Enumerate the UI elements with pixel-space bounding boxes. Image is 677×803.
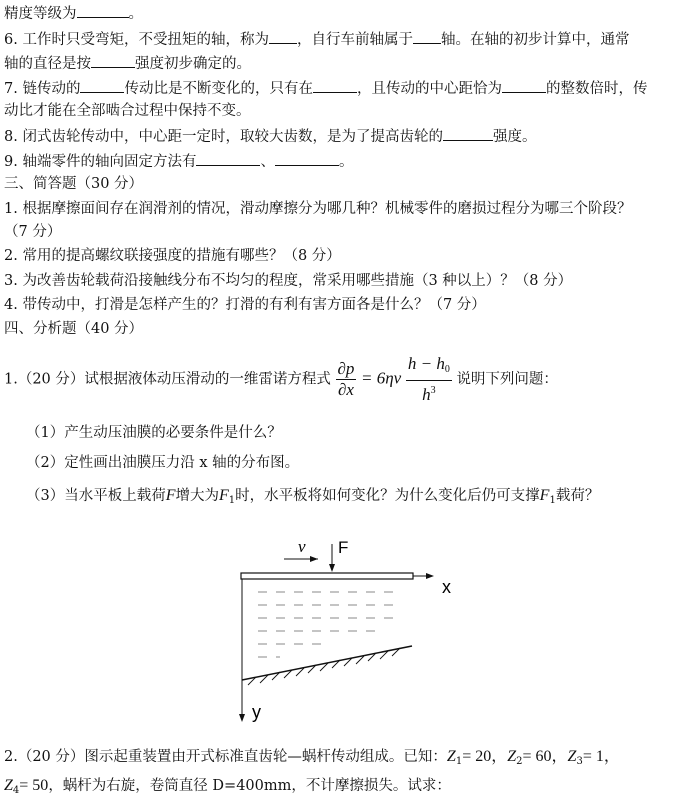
problem-1-stem bbox=[4, 354, 558, 405]
blank bbox=[269, 29, 297, 44]
x-axis-arrowhead bbox=[426, 573, 434, 579]
problem-2-stem-cont bbox=[4, 777, 451, 800]
text: 说明下列问题： bbox=[456, 371, 558, 388]
text: 2 bbox=[516, 756, 523, 767]
text: = 1， bbox=[582, 748, 620, 765]
text: ，蜗杆为右旋，卷筒直径 D=400mm，不计摩擦损失。试求： bbox=[48, 778, 451, 794]
text: h − h bbox=[407, 354, 445, 373]
text: = 60， bbox=[522, 748, 568, 765]
text-line-7 bbox=[4, 151, 353, 171]
text: = 20， bbox=[462, 748, 508, 765]
moving-plate bbox=[241, 573, 413, 579]
text: 时，水平板将如何变化？为什么变化后仍可支撑 bbox=[235, 488, 540, 504]
text: 3 bbox=[576, 756, 583, 767]
velocity-arrowhead bbox=[310, 556, 318, 562]
text: 1 bbox=[228, 495, 236, 506]
text: Z bbox=[507, 748, 517, 765]
text: h bbox=[422, 385, 431, 404]
text: 强度。 bbox=[492, 129, 537, 145]
subquestion-2: （2）定性画出油膜压力沿 x 轴的分布图。 bbox=[26, 455, 300, 471]
text-line-6 bbox=[4, 126, 536, 146]
question-2: 2. 常用的提高螺纹联接强度的措施有哪些？（8 分） bbox=[4, 248, 341, 264]
text-line-5 bbox=[4, 102, 251, 120]
problem-2-stem bbox=[4, 748, 620, 771]
text: ∂x bbox=[337, 380, 354, 399]
blank bbox=[91, 53, 135, 68]
text-line-2 bbox=[4, 29, 629, 49]
section-heading-4: 四、分析题（40 分） bbox=[4, 321, 144, 337]
text: 动比才能在全部啮合过程中保持不变。 bbox=[4, 103, 251, 119]
text: 载荷？ bbox=[555, 488, 600, 504]
text: ，自行车前轴属于 bbox=[296, 32, 413, 48]
text: F bbox=[165, 487, 176, 504]
oil-film-dashes bbox=[258, 592, 396, 657]
y-axis-arrowhead bbox=[239, 714, 245, 722]
text: F bbox=[219, 487, 229, 504]
text: 、 bbox=[260, 154, 275, 170]
bearing-diagram bbox=[200, 530, 480, 730]
text: 精度等级为 bbox=[4, 6, 77, 22]
text: 4 bbox=[12, 785, 20, 796]
equation-rhs bbox=[406, 354, 452, 405]
text: 2.（20 分）图示起重装置由开式标准直齿轮—蜗杆传动组成。已知： bbox=[4, 749, 447, 765]
text: 8. 闭式齿轮传动中，中心距一定时，取较大齿数，是为了提高齿轮的 bbox=[4, 129, 443, 145]
question-1-score: （7 分） bbox=[4, 224, 62, 240]
text: （3）当水平板上载荷 bbox=[26, 488, 166, 504]
text: 6. 工作时只受弯矩，不受扭矩的轴，称为 bbox=[4, 32, 269, 48]
text: 1 bbox=[549, 495, 556, 506]
text: 3 bbox=[430, 385, 436, 396]
text: 强度初步确定的。 bbox=[135, 56, 251, 72]
blank bbox=[502, 78, 546, 93]
force-arrowhead bbox=[329, 564, 335, 572]
text: = 6ηv bbox=[361, 368, 402, 388]
blank bbox=[275, 151, 339, 166]
text: Z bbox=[446, 748, 456, 765]
text: 的整数倍时，传 bbox=[545, 81, 648, 97]
text: 0 bbox=[444, 364, 450, 375]
text: 增大为 bbox=[175, 488, 220, 504]
section-heading-3: 三、简答题（30 分） bbox=[4, 176, 144, 192]
force-label: F bbox=[338, 538, 349, 557]
text: Z bbox=[4, 777, 13, 794]
blank bbox=[313, 78, 357, 93]
x-axis-label: x bbox=[442, 577, 451, 597]
text: ，且传动的中心距恰为 bbox=[356, 81, 502, 97]
text: ∂p bbox=[337, 359, 355, 378]
question-4: 4. 带传动中，打滑是怎样产生的？打滑的有利有害方面各是什么？（7 分） bbox=[4, 297, 486, 313]
equation-lhs bbox=[336, 359, 357, 400]
text: 传动比是不断变化的，只有在 bbox=[124, 81, 313, 97]
blank bbox=[443, 126, 493, 141]
text-line-4 bbox=[4, 78, 647, 98]
blank bbox=[80, 78, 124, 93]
text: = 50 bbox=[19, 777, 49, 794]
text: Z bbox=[567, 748, 577, 765]
question-1: 1. 根据摩擦面间存在润滑剂的情况，滑动摩擦分为哪几种？机械零件的磨损过程分为哪三个阶段？ bbox=[4, 201, 632, 217]
question-3: 3. 为改善齿轮载荷沿接触线分布不均匀的程度，常采用哪些措施（3 种以上）？（8 分） bbox=[4, 273, 573, 289]
text-line-3 bbox=[4, 53, 251, 73]
text: 。 bbox=[338, 154, 354, 170]
text-line-1 bbox=[4, 3, 143, 23]
subquestion-3 bbox=[26, 487, 599, 510]
blank bbox=[413, 29, 441, 44]
text: 7. 链传动的 bbox=[4, 81, 81, 97]
text: F bbox=[539, 487, 550, 504]
text: 1 bbox=[455, 756, 463, 767]
subquestion-1: （1）产生动压油膜的必要条件是什么？ bbox=[26, 425, 282, 441]
text: 轴的直径是按 bbox=[4, 56, 91, 72]
y-axis-label: y bbox=[252, 702, 261, 722]
text: 。 bbox=[128, 6, 143, 22]
blank bbox=[196, 151, 260, 166]
velocity-label: v bbox=[298, 537, 306, 556]
text: 9. 轴端零件的轴向固定方法有 bbox=[4, 154, 197, 170]
text: 轴。在轴的初步计算中，通常 bbox=[440, 32, 630, 48]
blank bbox=[77, 3, 129, 18]
text: 1.（20 分）试根据液体动压滑动的一维雷诺方程式 bbox=[4, 371, 331, 388]
